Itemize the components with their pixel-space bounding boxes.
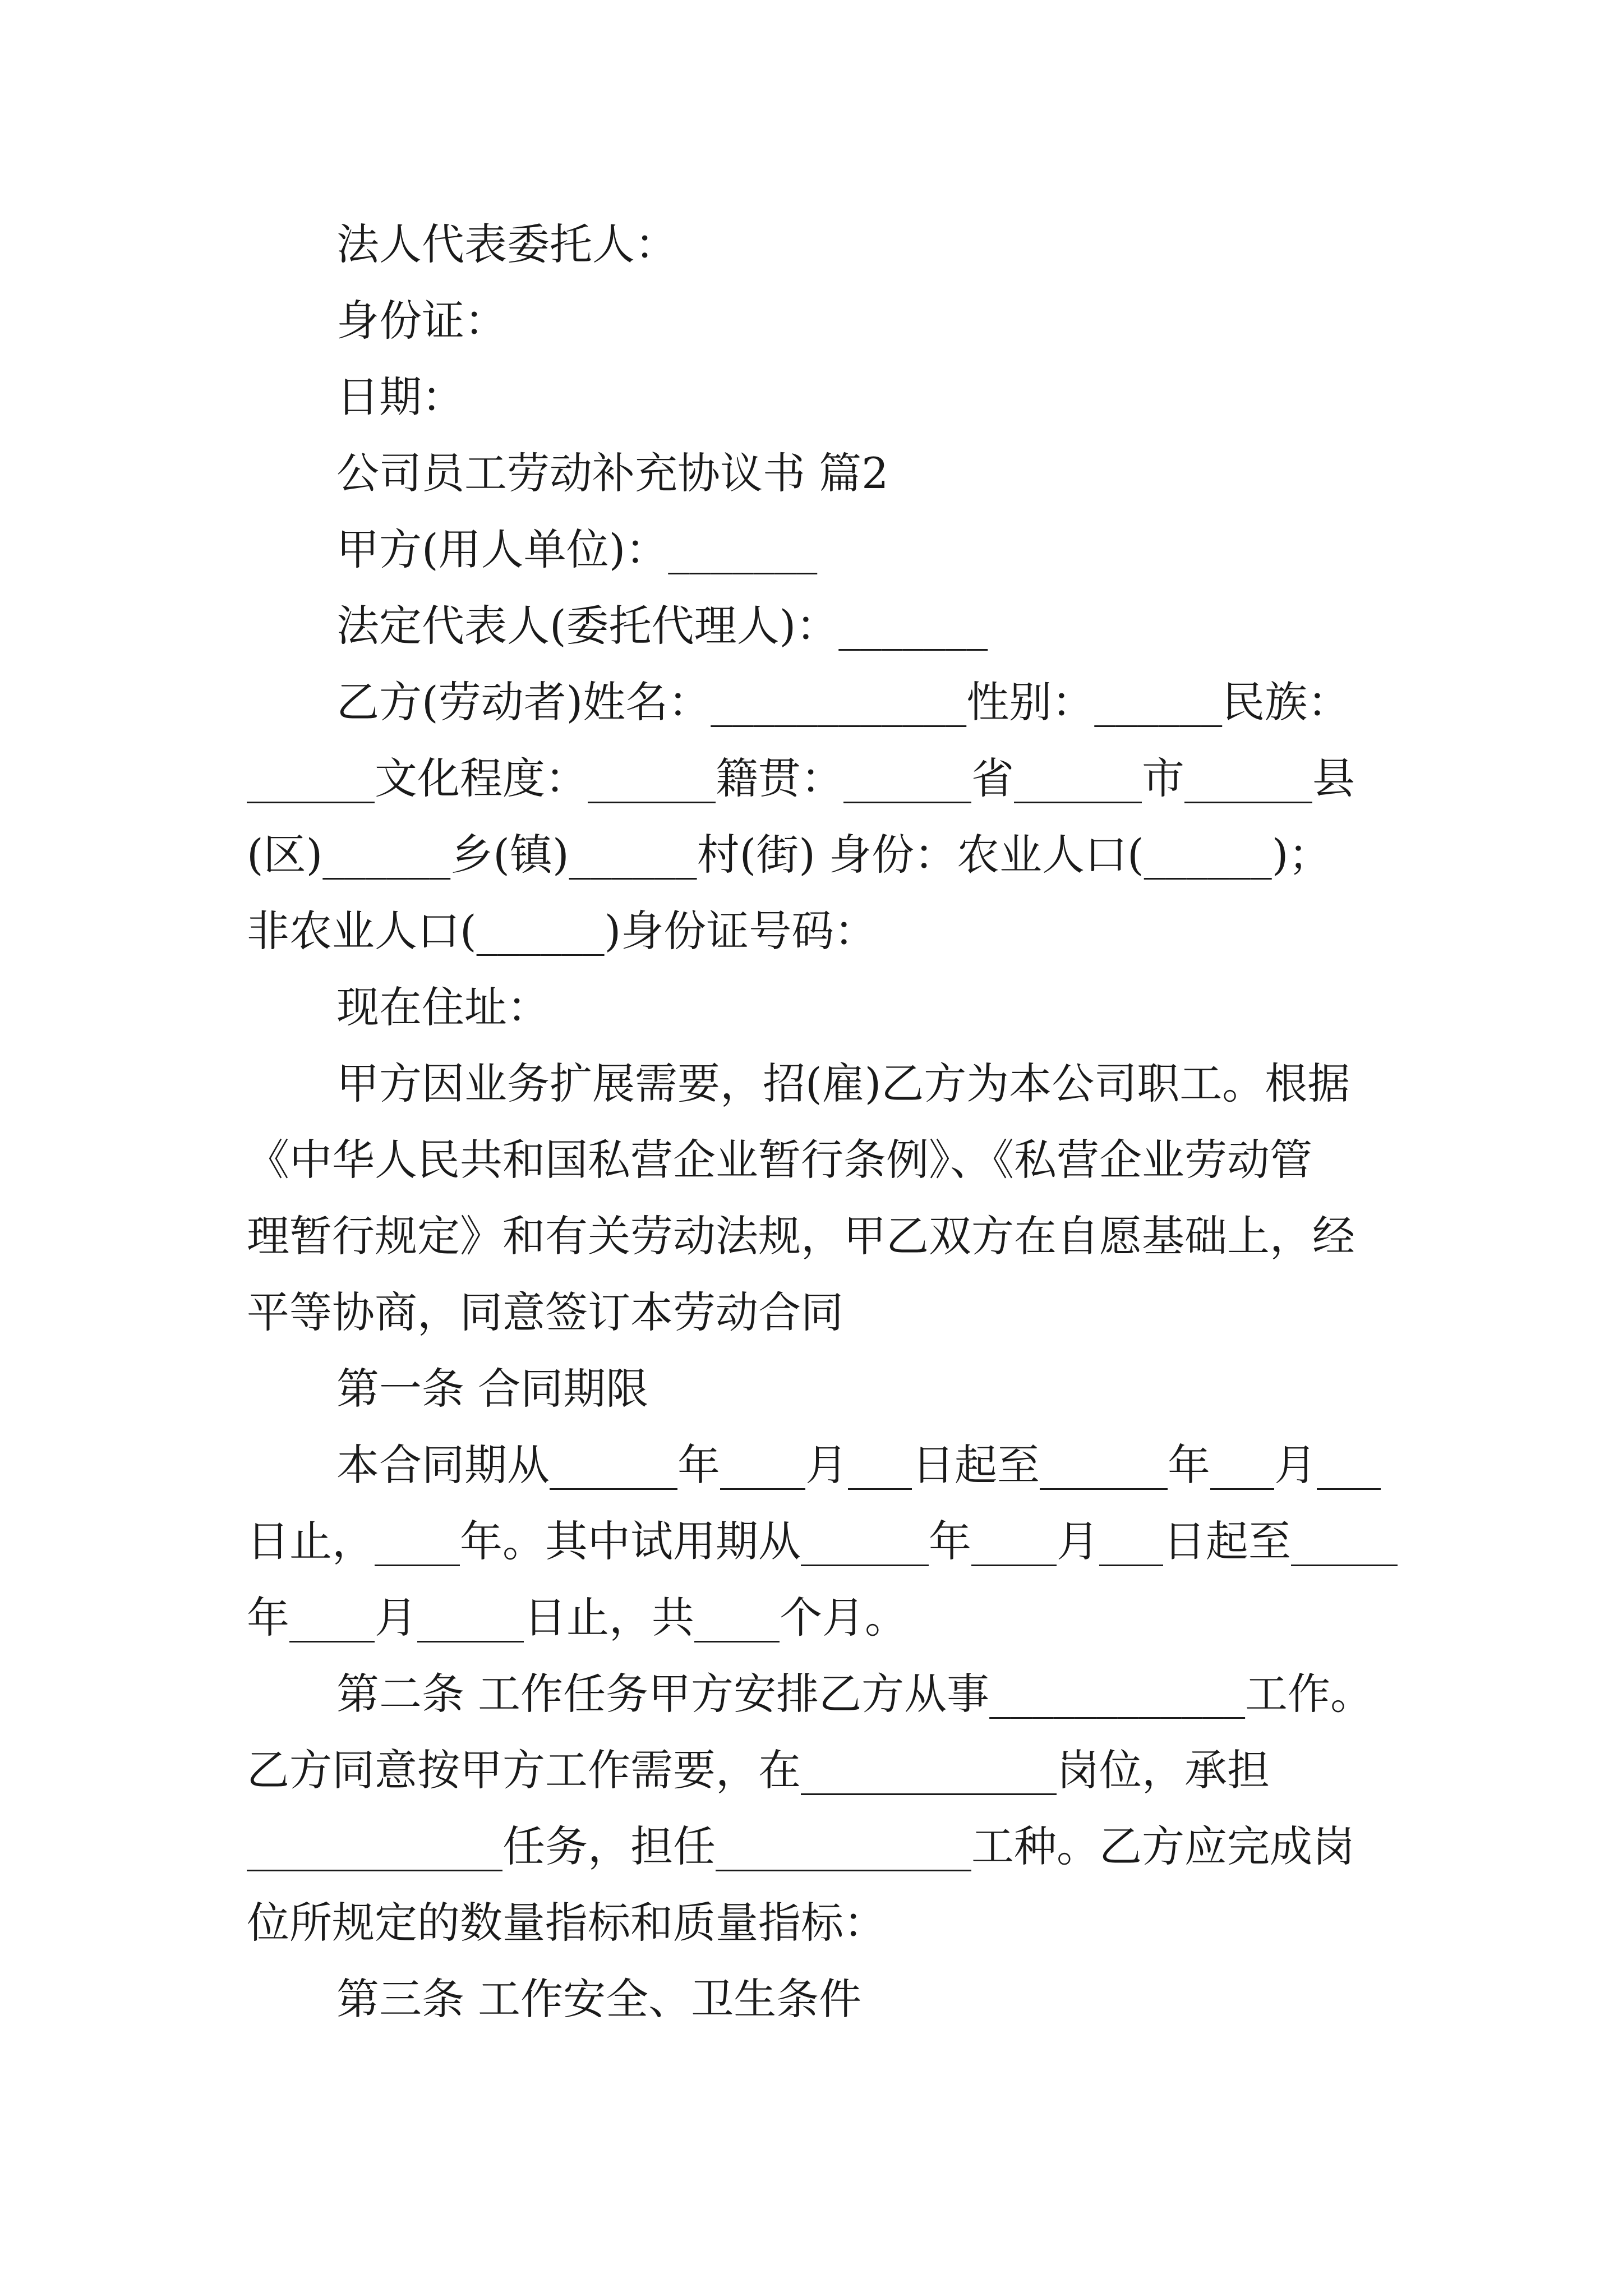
paragraph-line: 平等协商，同意签订本劳动合同: [247, 1287, 843, 1337]
paragraph-line: 本合同期从______年____月___日起至______年___月___: [336, 1440, 1381, 1490]
line-party-a: 甲方(用人单位)：_______: [336, 524, 818, 574]
paragraph-line: 位所规定的数量指标和质量指标：: [247, 1898, 886, 1948]
line-district-identity: (区)______乡(镇)______村(街) 身份：农业人口(______)；: [247, 830, 1331, 880]
line-date: 日期：: [336, 372, 464, 422]
paragraph-line: 日止，____年。其中试用期从______年____月___日起至_____: [247, 1516, 1398, 1566]
line-id-card: 身份证：: [336, 296, 507, 346]
paragraph-line: 《中华人民共和国私营企业暂行条例》、《私营企业劳动管: [247, 1135, 1312, 1185]
article-3-heading: 第三条 工作安全、卫生条件: [336, 1974, 862, 2024]
line-legal-rep-proxy: 法人代表委托人：: [336, 219, 677, 269]
line-legal-representative: 法定代表人(委托代理人)：_______: [336, 601, 988, 651]
paragraph-line: 乙方同意按甲方工作需要，在____________岗位，承担: [247, 1745, 1270, 1795]
article-2-line: 第二条 工作任务甲方安排乙方从事____________工作。: [336, 1669, 1373, 1719]
article-1-heading: 第一条 合同期限: [336, 1364, 649, 1414]
line-education-origin: ______文化程度：______籍贯：______省______市______县: [247, 753, 1355, 803]
section-title: 公司员工劳动补充协议书 篇2: [336, 448, 889, 498]
paragraph-line: 年____月_____日止，共____个月。: [247, 1593, 907, 1642]
line-current-address: 现在住址：: [336, 982, 550, 1032]
paragraph-line: 理暂行规定》和有关劳动法规，甲乙双方在自愿基础上，经: [247, 1211, 1355, 1261]
line-non-agricultural-id: 非农业人口(______)身份证号码：: [247, 906, 877, 956]
paragraph-line: 甲方因业务扩展需要，招(雇)乙方为本公司职工。根据: [336, 1059, 1350, 1108]
line-party-b-name: 乙方(劳动者)姓名：____________性别：______民族：: [336, 677, 1350, 727]
paragraph-line: ____________任务，担任____________工种。乙方应完成岗: [247, 1821, 1355, 1871]
